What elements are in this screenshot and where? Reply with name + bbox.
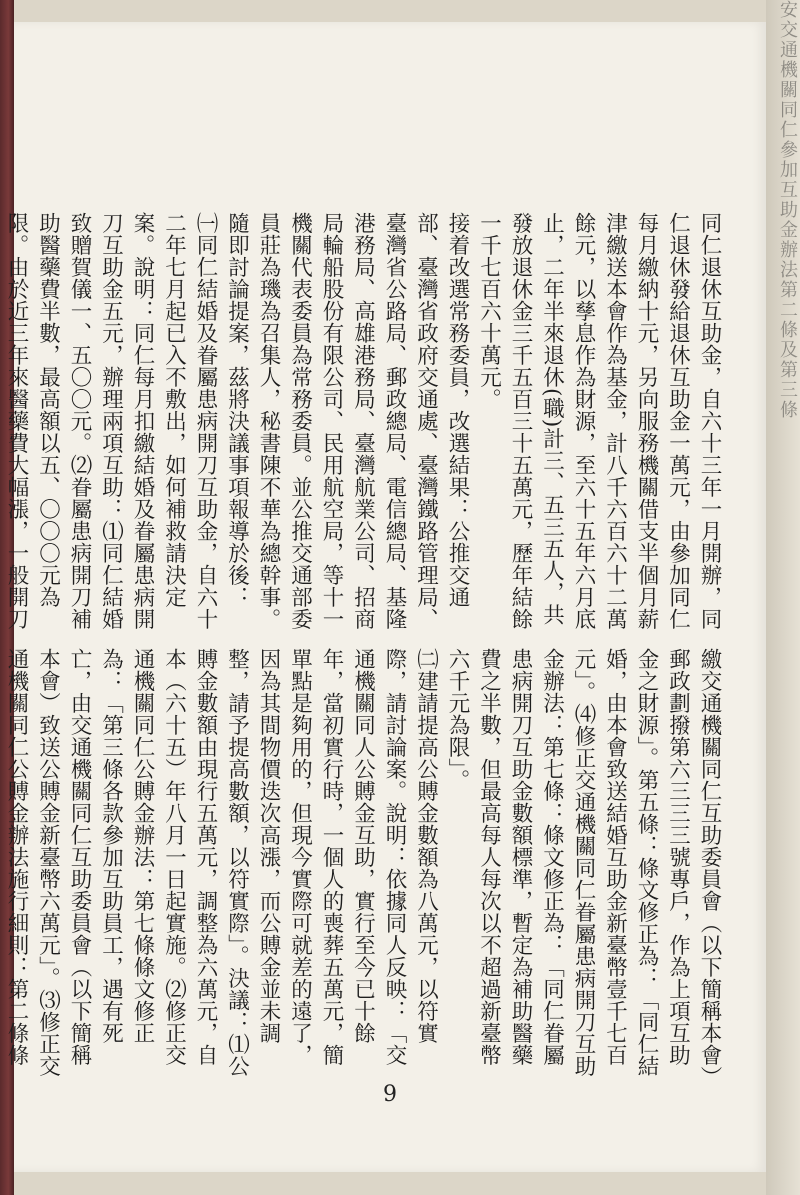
bleed-through-text: 安交通機關同仁參加互助金辦法第二條及第三條	[777, 0, 798, 420]
article-top-block	[4, 212, 725, 642]
paragraph: ㈡建請提高公賻金數額為八萬元，以符實際，請討論案。說明：依據同人反映：「交通機關同人公賻金互助，實行至今已十餘年，當初實行時，一個人的喪葬五萬元，簡單點是夠用的，但現今實際可就差的遠了，因為其間物價迭次高漲，而公賻金並未調整，請予提高數額，以符實際」。決議：⑴公賻金數額由現行五萬元，調整為六萬元，自本（六十五）年八月一日起實施。⑵修正交通機關同仁公賻金辦法：第七條條文修正為：「第三條各款參加互助員工，遇有死亡，由交通機關同仁互助委員會（以下簡稱本會）致送公賻金新臺幣六萬元」。⑶修正交通機關同仁公賻金辦法施行細則：第二條條	[4, 648, 439, 1078]
paragraph: 同仁退休互助金，自六十三年一月開辦，同仁退休發給退休互助金一萬元，由參加同仁每月繳納十元，另向服務機關借支半個月薪津繳送本會作為基金，計八千六百六十二萬餘元，以孳息作為財源，至六十五年六月底止，二年半來退休(職)計三、五三五人，共發放退休金三千五百三十五萬元，歷年結餘一千七百六十萬元。	[476, 212, 722, 630]
paragraph: 繳交通機關同仁互助委員會（以下簡稱本會）郵政劃撥第六三三三號專戶，作為上項互助金之財源」。第五條：條文修正為：「同仁結婚，由本會致送結婚互助金新臺幣壹千七百元」。⑷修正交通機關同仁眷屬患病開刀互助金辦法：第七條：條文修正為：「同仁眷屬患病開刀互助金數額標準，暫定為補助醫藥費之半數，但最高每人每次以不超過新臺幣六千元為限」。	[445, 648, 722, 1078]
article-bottom-block	[4, 648, 725, 1080]
paragraph: ㈠同仁結婚及眷屬患病開刀互助金，自六十二年七月起已入不敷出，如何補救請決定案。說明：同仁每月扣繳結婚及眷屬患病開刀互助金五元，辦理兩項互助：⑴同仁結婚致贈賀儀一、五〇〇元。⑵眷屬患病開刀補助醫藥費半數，最高額以五、〇〇〇元為限。由於近三年來醫藥費大幅漲，一般開刀	[4, 212, 218, 630]
paragraph: 接着改選常務委員，改選結果：公推交通部、臺灣省政府交通處、臺灣鐵路管理局、臺灣省公路局、郵政總局、電信總局、基隆港務局、高雄港務局、臺灣航業公司、招商局輪船股份有限公司、民用航空局，等十一機關代表委員為常務委員。並公推交通部委員莊為璣為召集人，秘書陳不華為總幹事。隨即討論提案，茲將決議事項報導於後：	[224, 212, 470, 630]
page-number: 9	[383, 1082, 397, 1107]
